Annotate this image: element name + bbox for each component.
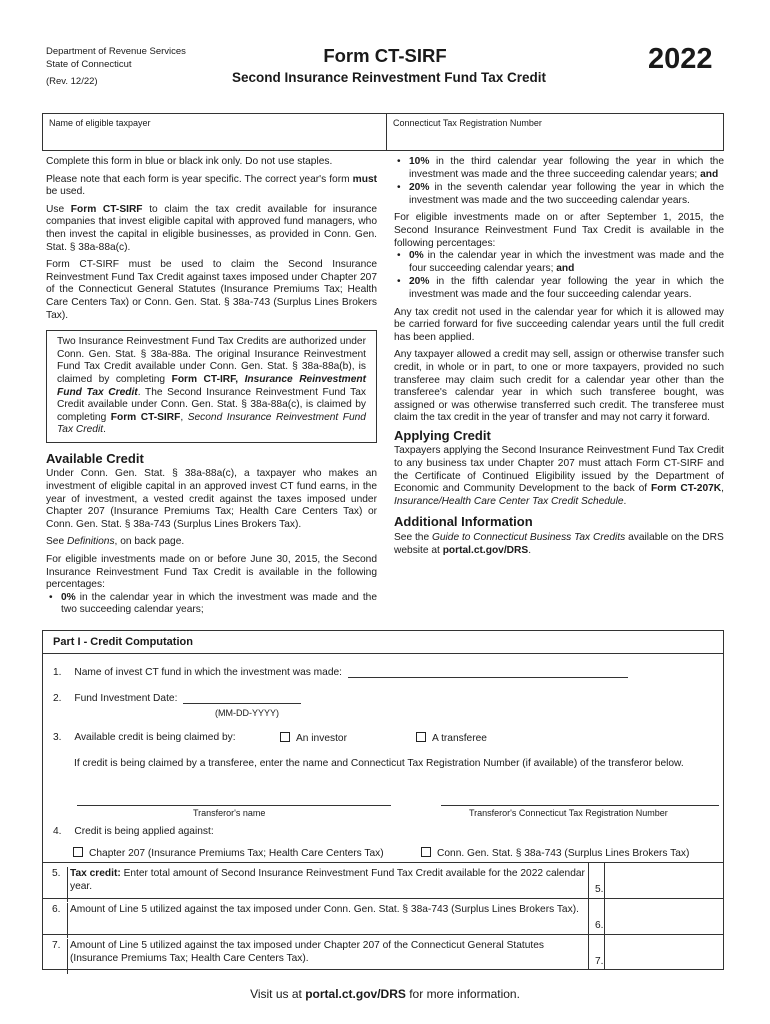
bullet-0-percent: • 0% in the calendar year in which the investment was made and the two succeeding calendar years; (46, 592, 377, 617)
computation-lines (43, 862, 723, 970)
line7-text: Amount of Line 5 utilized against the tax imposed under Chapter 207 of the Connecticut General Statutes (Insurance Premiums Tax; Health Care Centers Tax). (67, 939, 587, 974)
line3: 3. Available credit is being claimed by: (53, 732, 236, 743)
footer: Visit us at portal.ct.gov/DRS for more information. (250, 987, 520, 1001)
line2: 2. Fund Investment Date: (53, 693, 301, 704)
tax-year: 2022 (648, 43, 713, 75)
transfer-paragraph: Any taxpayer allowed a credit may sell, assign or otherwise transfer such credit, in whole or in part, to one or more taxpayers, provided no such transferee may claim such credit for a calendar year other than the transferee's calendar year in which such transferee bought, was assigned or was otherwise transferred such credit. The transferee must claim the tax credit in the year of transfer and may not carry it forward. (394, 349, 724, 424)
revision-date: (Rev. 12/22) (46, 76, 98, 87)
form-subtitle: Second Insurance Reinvestment Fund Tax Credit (231, 70, 547, 85)
part1-credit-computation (42, 630, 724, 970)
part1-title: Part I - Credit Computation (43, 631, 723, 654)
department-name: Department of Revenue Services (46, 46, 186, 57)
surplus-lines-checkbox[interactable] (421, 847, 431, 857)
available-credit-paragraph: Under Conn. Gen. Stat. § 38a-88a(c), a taxpayer who makes an investment of eligible capital in an approved invest CT fund earns, in the year of investment, a vested credit against the taxes imposed under Chapter 207 (Insurance Premiums Tax; Health Care Centers Tax) or Conn. Gen. Stat. § 38a-743 (Surplus Lines Brokers Tax). (46, 468, 377, 530)
line7-row: 7. Amount of Line 5 utilized against the tax imposed under Chapter 207 of the Connecticut General Statutes (Insurance Premiums Tax; Health Care Centers Tax). 7. (43, 934, 723, 970)
applying-credit-heading: Applying Credit (394, 427, 491, 443)
transferor-reg-caption: Transferor's Connecticut Tax Registration Number (469, 808, 668, 818)
transferor-reg-input[interactable] (441, 796, 719, 806)
form-title: Form CT-SIRF (323, 45, 447, 66)
bullet-10-percent: • 10% in the third calendar year following the year in which the investment was made and the three succeeding calendar years; and (394, 156, 724, 181)
applying-credit-paragraph: Taxpayers applying the Second Insurance Reinvestment Fund Tax Credit to any business tax under Chapter 207 must attach Form CT-SIRF and the Certificate of Continued Eligibility issued by the Department of Economic and Community Development to the back of Form CT-207K, Insurance/Health Care Center Tax Credit Schedule. (394, 445, 724, 507)
investment-date-input[interactable] (183, 694, 301, 704)
available-credit-heading: Available Credit (46, 450, 144, 466)
year-specific-note: Please note that each form is year specific. The correct year's form must be used. (46, 173, 377, 198)
instructions-left-column (46, 156, 377, 618)
transferor-name-caption: Transferor's name (193, 808, 266, 818)
carry-forward-paragraph: Any tax credit not used in the calendar year for which it is allowed may be carried forward for five succeeding calendar years until the full credit has been applied. (394, 306, 724, 343)
bullet-20-percent: • 20% in the seventh calendar year following the year in which the investment was made and the two succeeding calendar years. (394, 182, 724, 207)
line6-row: 6. Amount of Line 5 utilized against the tax imposed under Conn. Gen. Stat. § 38a-743 (Surplus Lines Brokers Tax). 6. (43, 898, 723, 934)
taxpayer-name-field[interactable] (43, 114, 387, 150)
line5-text: Tax credit: Enter total amount of Second Insurance Reinvestment Fund Tax Credit available for the 2022 calendar year. (67, 867, 587, 902)
fund-name-input[interactable] (348, 668, 628, 678)
investor-option[interactable]: An investor (280, 732, 347, 744)
additional-info-paragraph: See the Guide to Connecticut Business Tax Credits available on the DRS website at portal.ct.gov/DRS. (394, 532, 724, 556)
usage-paragraph: Form CT-SIRF must be used to claim the Second Insurance Reinvestment Fund Tax Credit against taxes imposed under Chapter 207 of the Connecticut General Statutes (Insurance Premiums Tax; Health Care Centers Tax) or Conn. Gen. Stat. § 38a-743 (Surplus Lines Brokers Tax). (46, 259, 377, 321)
bullet-post-20-percent: • 20% in the fifth calendar year following the year in which the investment was made and the four succeeding calendar years. (394, 276, 724, 301)
definitions-reference: See Definitions, on back page. (46, 536, 185, 548)
post-2015-paragraph: For eligible investments made on or after September 1, 2015, the Second Insurance Reinvestment Fund Tax Credit is available in the following percentages: (394, 212, 724, 249)
instructions-right-column (394, 156, 724, 562)
line1: 1. Name of invest CT fund in which the investment was made: (53, 667, 628, 678)
chapter207-option[interactable]: Chapter 207 (Insurance Premiums Tax; Health Care Centers Tax) (73, 847, 384, 859)
transferee-checkbox[interactable] (416, 732, 426, 742)
registration-number-field[interactable] (387, 114, 542, 150)
transferor-name-input[interactable] (77, 796, 391, 806)
purpose-paragraph: Use Form CT-SIRF to claim the tax credit available for insurance companies that invest eligible capital with approved fund managers, who then invest the capital in eligible businesses, as provided in Conn. Gen. Stat. § 38a-88a(c). (46, 203, 377, 253)
line4: 4. Credit is being applied against: (53, 826, 214, 837)
line5-row: 5. Tax credit: Enter total amount of Second Insurance Reinvestment Fund Tax Credit available for the 2022 calendar year. 5. (43, 862, 723, 898)
line6-amount-input[interactable] (604, 899, 723, 934)
investor-checkbox[interactable] (280, 732, 290, 742)
taxpayer-info-box (42, 113, 724, 151)
transferee-option[interactable]: A transferee (416, 732, 487, 744)
state-name: State of Connecticut (46, 59, 132, 70)
chapter207-checkbox[interactable] (73, 847, 83, 857)
ink-instruction: Complete this form in blue or black ink only. Do not use staples. (46, 156, 333, 167)
pre-2015-paragraph: For eligible investments made on or before June 30, 2015, the Second Insurance Reinvestment Fund Tax Credit is available in the following percentages: (46, 554, 377, 591)
drs-link[interactable]: portal.ct.gov/DRS (442, 544, 529, 556)
bullet-post-0-percent: • 0% in the calendar year in which the investment was made and the four succeeding calendar years; and (394, 250, 724, 275)
line6-text: Amount of Line 5 utilized against the tax imposed under Conn. Gen. Stat. § 38a-743 (Surplus Lines Brokers Tax). (67, 903, 587, 938)
registration-number-label: Connecticut Tax Registration Number (393, 118, 542, 128)
credits-note-box: Two Insurance Reinvestment Fund Tax Credits are authorized under Conn. Gen. Stat. § 38a-88a. The original Insurance Reinvestment Fund Tax Credit available under Conn. Gen. Stat. § 38a-88a(b), is claimed by completing Form CT-IRF, Insurance Reinvestment Fund Tax Credit. The Second Insurance Reinvestment Fund Tax Credit available under Conn. Gen. Stat. § 38a-88a(c), is claimed by completing Form CT-SIRF, Second Insurance Reinvestment Fund Tax Credit. (46, 330, 377, 443)
transferee-instruction: If credit is being claimed by a transferee, enter the name and Connecticut Tax Registration Number (if available) of the transferor below. (74, 758, 684, 769)
line7-amount-input[interactable] (604, 935, 723, 970)
date-format-hint: (MM-DD-YYYY) (215, 708, 279, 718)
additional-info-heading: Additional Information (394, 514, 533, 530)
footer-drs-link[interactable]: portal.ct.gov/DRS (305, 987, 406, 1001)
line5-amount-input[interactable] (604, 863, 723, 898)
surplus-lines-option[interactable]: Conn. Gen. Stat. § 38a-743 (Surplus Lines Brokers Tax) (421, 847, 689, 859)
taxpayer-name-label: Name of eligible taxpayer (49, 118, 151, 128)
